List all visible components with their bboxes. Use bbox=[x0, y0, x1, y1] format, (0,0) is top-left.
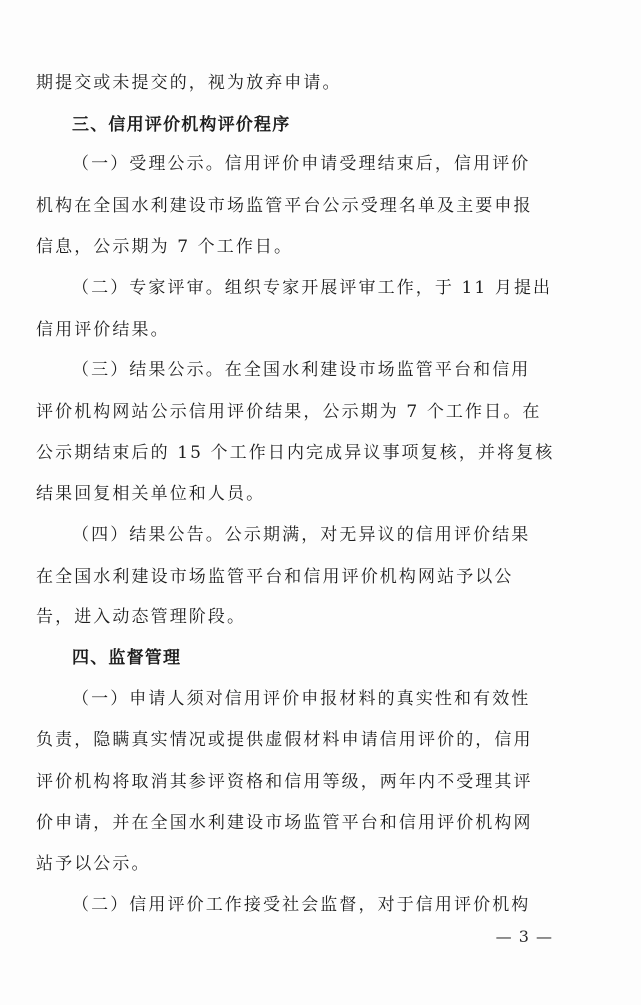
paragraph-3-4-line: 告，进入动态管理阶段。 bbox=[36, 607, 247, 627]
paragraph-4-1-line: 价申请，并在全国水利建设市场监管平台和信用评价机构网 bbox=[36, 813, 533, 833]
paragraph-3-3-line: 公示期结束后的 15 个工作日内完成异议事项复核，并将复核 bbox=[36, 443, 555, 463]
paragraph-4-1-line: （一）申请人须对信用评价申报材料的真实性和有效性 bbox=[72, 689, 531, 709]
paragraph-3-4-line: 在全国水利建设市场监管平台和信用评价机构网站予以公 bbox=[36, 567, 514, 587]
text-line: 期提交或未提交的，视为放弃申请。 bbox=[36, 73, 342, 93]
paragraph-3-1-line: 信息，公示期为 7 个工作日。 bbox=[36, 237, 294, 257]
section-heading-4: 四、监督管理 bbox=[72, 648, 182, 668]
section-heading-3: 三、信用评价机构评价程序 bbox=[72, 115, 291, 135]
paragraph-3-3-line: 评价机构网站公示信用评价结果，公示期为 7 个工作日。在 bbox=[36, 402, 542, 422]
paragraph-4-1-line: 评价机构将取消其参评资格和信用等级，两年内不受理其评 bbox=[36, 772, 533, 792]
paragraph-3-2-line: 信用评价结果。 bbox=[36, 320, 170, 340]
page-number: — 3 — bbox=[495, 927, 553, 946]
paragraph-3-2-line: （二）专家评审。组织专家开展评审工作，于 11 月提出 bbox=[72, 278, 553, 298]
paragraph-3-3-line: 结果回复相关单位和人员。 bbox=[36, 484, 266, 504]
paragraph-4-1-line: 站予以公示。 bbox=[36, 854, 151, 874]
paragraph-3-3-line: （三）结果公示。在全国水利建设市场监管平台和信用 bbox=[72, 360, 531, 380]
paragraph-4-1-line: 负责，隐瞒真实情况或提供虚假材料申请信用评价的，信用 bbox=[36, 730, 533, 750]
paragraph-3-1-line: （一）受理公示。信用评价申请受理结束后，信用评价 bbox=[72, 154, 531, 174]
paragraph-3-4-line: （四）结果公告。公示期满，对无异议的信用评价结果 bbox=[72, 525, 531, 545]
paragraph-3-1-line: 机构在全国水利建设市场监管平台公示受理名单及主要申报 bbox=[36, 196, 533, 216]
paragraph-4-2-line: （二）信用评价工作接受社会监督，对于信用评价机构 bbox=[72, 895, 531, 915]
